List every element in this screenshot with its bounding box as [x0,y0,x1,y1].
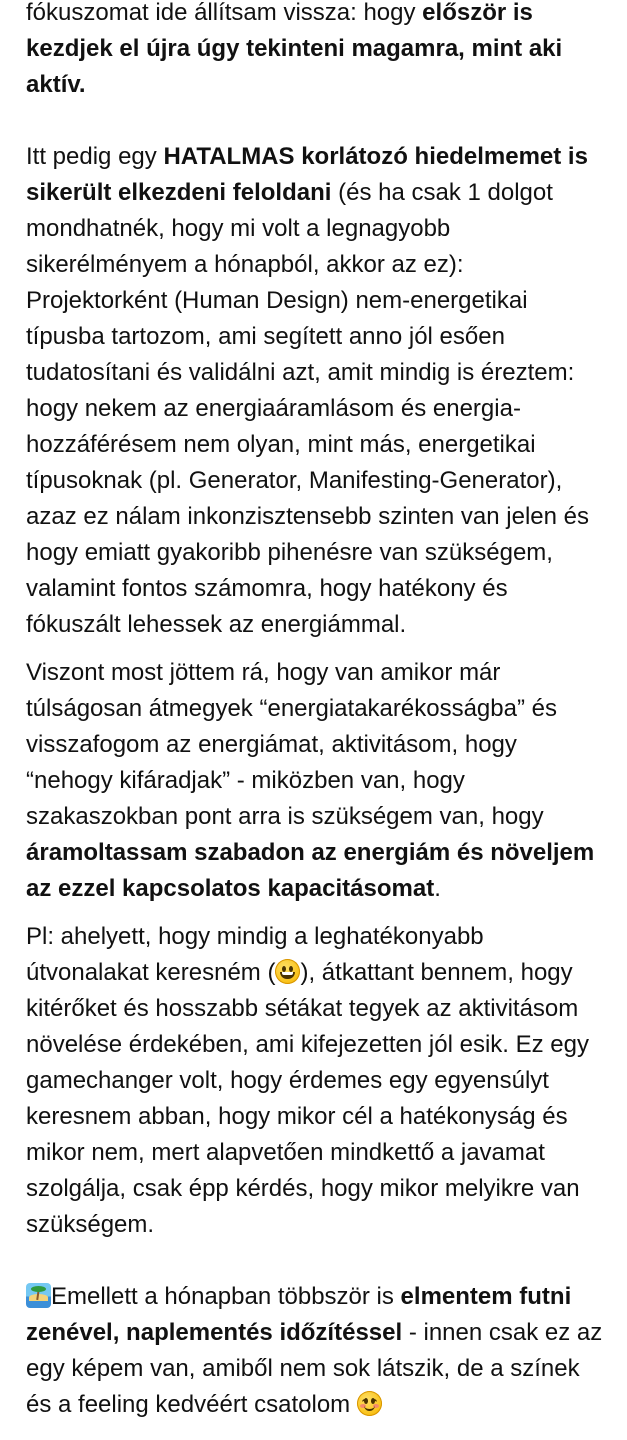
paragraph-1-bold: először is kezdjek el újra úgy tekinteni magamra, mint aki aktív. [26,0,563,98]
paragraph-1-text: fókuszomat ide állítsam vissza: hogy [26,0,423,26]
paragraph-2-bold: HATALMAS korlátozó hiedelmemet is sikerült elkezdeni feloldani [26,143,588,206]
paragraph-4 [26,919,603,1243]
paragraph-1 [26,0,603,103]
desert-island-emoji-icon [26,1283,51,1308]
paragraph-4-text-start: Pl: ahelyett, hogy mindig a leghatékonyabb útvonalakat keresném ( [26,923,484,986]
paragraph-3-text-start: Viszont most jöttem rá, hogy van amikor már túlságosan átmegyek “energiatakarékosságba” és visszafogom az energiámat, aktivitásom, hogy “nehogy kifáradjak” - miközben van, hogy szakaszokban pont arra is szükségem van, hogy [26,659,557,830]
paragraph-5-bold: elmentem futni zenével, naplementés időzítéssel [26,1283,572,1346]
paragraph-2-text-end: (és ha csak 1 dolgot mondhatnék, hogy mi volt a legnagyobb sikerélményem a hónapból, akkor az ez): Projektorként (Human Design) nem-energetikai típusba tartozom, ami segített anno jól esően tudatosítani és validálni azt, amit mindig is éreztem: hogy nekem az energiaáramlásom és energia-hozzáférésem nem olyan, mint más, energetikai típusoknak (pl. Generator, Manifesting-Generator), azaz ez nálam inkonzisztensebb szinten van jelen és hogy emiatt gyakoribb pihenésre van szükségem, valamint fontos számomra, hogy hatékony és fókuszált lehessek az energiámmal. [26,179,589,638]
paragraph-3-bold: áramoltassam szabadon az energiám és növeljem az ezzel kapcsolatos kapacitásomat [26,839,595,902]
paragraph-3 [26,655,603,907]
paragraph-2-text-start: Itt pedig egy [26,143,164,170]
paragraph-2 [26,139,603,643]
grinning-face-emoji-icon [275,959,300,984]
paragraph-5-text-start: Emellett a hónapban többször is [51,1283,401,1310]
paragraph-5-text-end: - innen csak ez az egy képem van, amiből nem sok látszik, de a színek és a feeling kedvéért csatolom [26,1319,603,1418]
smiling-face-emoji-icon [357,1391,382,1416]
paragraph-3-text-end: . [434,875,441,902]
paragraph-4-text-end: ), átkattant bennem, hogy kitérőket és hosszabb sétákat tegyek az aktivitásom növelése érdekében, ami kifejezetten jól esik. Ez egy gamechanger volt, hogy érdemes egy egyensúlyt keresnem abban, hogy mikor cél a hatékonyság és mikor nem, mert alapvetően mindkettő a javamat szolgálja, csak épp kérdés, hogy mikor melyikre van szükségem. [26,959,589,1238]
paragraph-5 [26,1279,603,1423]
